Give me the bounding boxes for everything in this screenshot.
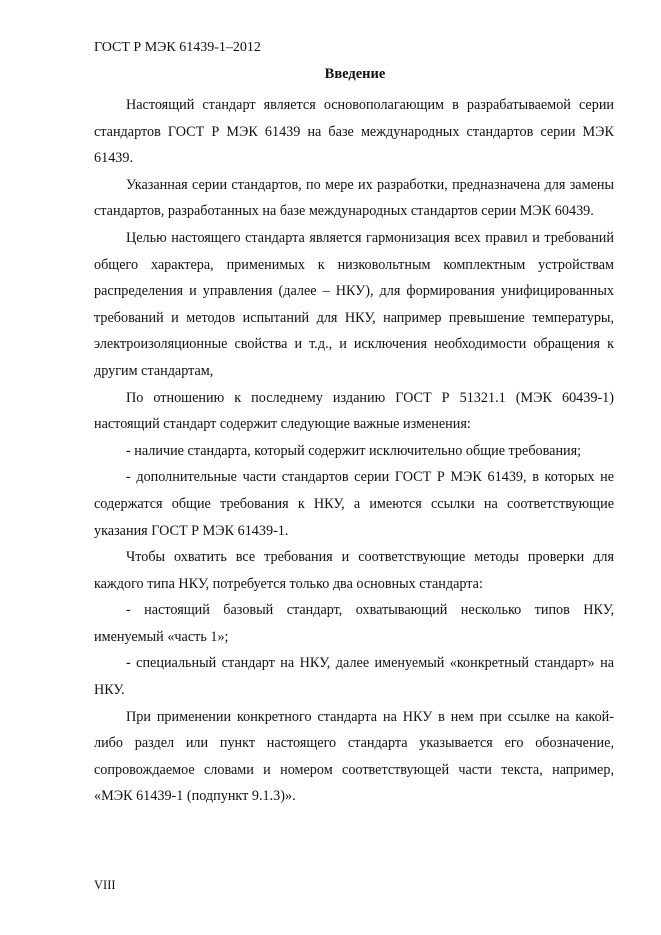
document-header: ГОСТ Р МЭК 61439-1–2012 [94,40,261,55]
list-item: - специальный стандарт на НКУ, далее именуемый «конкретный стандарт» на НКУ. [94,655,614,699]
body-text [94,92,614,810]
paragraph: Чтобы охватить все требования и соответствующие методы проверки для каждого типа НКУ, потребуется только два основных стандарта: [94,549,614,592]
paragraph: Целью настоящего стандарта является гармонизация всех правил и требований общего характера, применимых к низковольтным комплектным устройствам распределения и управления (далее – НКУ), для формирования унифицированных требований и методов испытаний для НКУ, например превышение температуры, электроизоляционные свойства и т.д., и исключения необходимости обращения к другим стандартам, [94,229,614,379]
list-item: - настоящий базовый стандарт, охватывающий несколько типов НКУ, именуемый «часть 1»; [94,602,614,645]
paragraph: Настоящий стандарт является основополагающим в разрабатываемой серии стандартов ГОСТ Р МЭК 61439 на базе международных стандартов серии МЭК 61439. [94,97,614,167]
list-item: - дополнительные части стандартов серии ГОСТ Р МЭК 61439, в которых не содержатся общие требования к НКУ, а имеются ссылки на соответствующие указания ГОСТ Р МЭК 61439-1. [94,469,614,539]
paragraph: Указанная серии стандартов, по мере их разработки, предназначена для замены стандартов, разработанных на базе международных стандартов серии МЭК 60439. [94,176,614,220]
paragraph: По отношению к последнему изданию ГОСТ Р 51321.1 (МЭК 60439-1) настоящий стандарт содержит следующие важные изменения: [94,389,614,433]
paragraph: При применении конкретного стандарта на НКУ в нем при ссылке на какой-либо раздел или пункт настоящего стандарта указывается его обозначение, сопровождаемое словами и номером соответствующей части текста, например, «МЭК 61439-1 (подпункт 9.1.3)». [94,708,614,805]
section-title: Введение [324,66,386,82]
page-number: VIII [94,878,116,892]
list-item: - наличие стандарта, который содержит исключительно общие требования; [126,442,582,459]
